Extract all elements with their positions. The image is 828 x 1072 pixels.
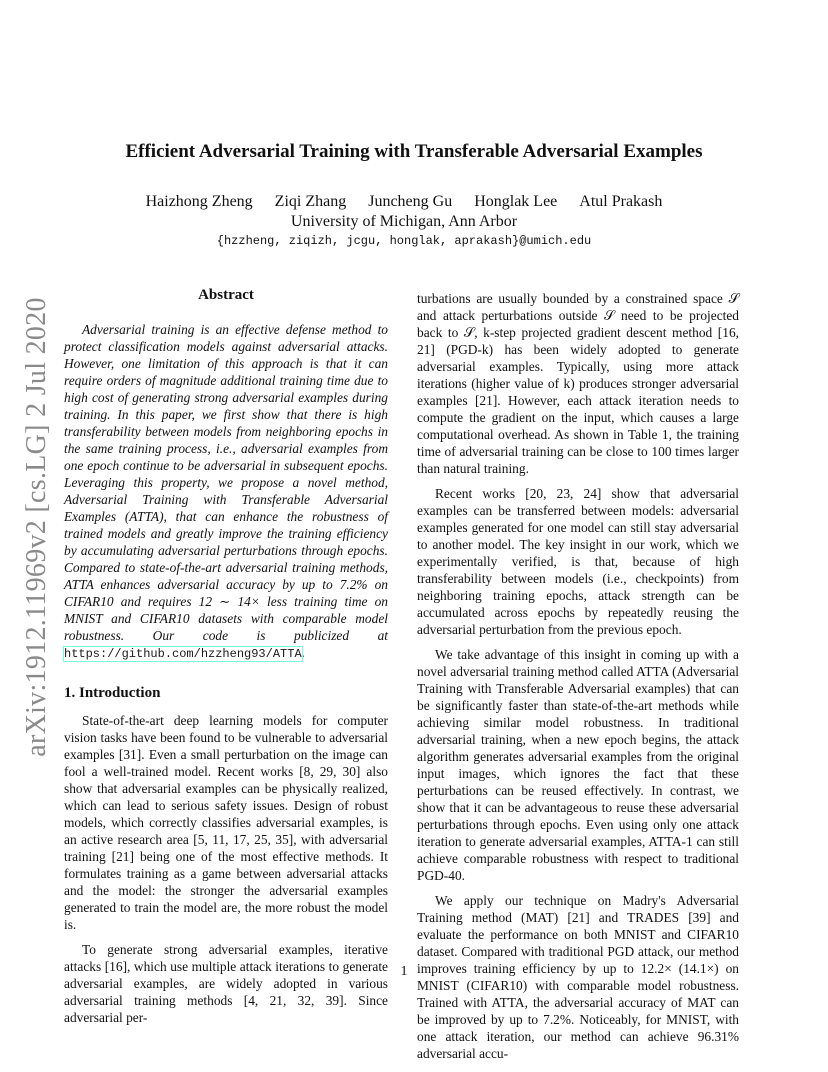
body-paragraph-2: Recent works [20, 23, 24] show that adversarial examples can be transferred between models: adversarial examples generated for one model can still stay adversarial to another model. The key insight in our work, which we experimentally verified, is that, because of high transferability between models (i.e., checkpoints) from neighboring training epochs, attack strength can be accumulated across epochs by repeatedly reusing the adversarial perturbation from the previous epoch. <box>417 486 739 637</box>
abstract-end: . <box>301 645 305 660</box>
author-name: Honglak Lee <box>474 193 558 210</box>
affiliation: University of Michigan, Ann Arbor <box>290 213 518 230</box>
intro-paragraph-2: To generate strong adversarial examples, iterative attacks [16], which use multiple attack iterations to generate adversarial examples, are widely adopted in various adversarial training methods [4, 21, 32, 39]. Since adversarial per- <box>64 942 388 1025</box>
page-number: 1 <box>400 964 408 979</box>
abstract-heading: Abstract <box>198 287 254 303</box>
paper-title: Efficient Adversarial Training with Transferable Adversarial Examples <box>125 141 703 162</box>
author-name: Atul Prakash <box>579 193 663 210</box>
intro-paragraph-1: State-of-the-art deep learning models for computer vision tasks have been found to be vulnerable to adversarial examples [31]. Even a small perturbation on the image can fool a well-trained model. Recent works [8, 29, 30] also show that adversarial examples can be physically realized, which can lead to serious safety issues. Design of robust models, which correctly classifies adversarial examples, is an active research area [5, 11, 17, 25, 35], with adversarial training [21] being one of the most effective methods. It formulates training as a game between adversarial attacks and the model: the stronger the adversarial examples generated to train the model are, the more robust the model is. <box>64 713 388 932</box>
body-paragraph-1: turbations are usually bounded by a constrained space 𝒮 and attack perturbations outside 𝒮 need to be projected back to 𝒮, k-step projected gradient descent method [16, 21] (PGD-k) has been widely adopted to generate adversarial examples. Typically, using more attack iterations (higher value of k) produces stronger adversarial examples [21]. However, each attack iteration needs to compute the gradient on the input, which causes a large computational overhead. As shown in Table 1, the training time of adversarial training can be close to 100 times larger than natural training. <box>417 291 739 476</box>
body-paragraph-3: We take advantage of this insight in coming up with a novel adversarial training method called ATTA (Adversarial Training with Transferable Adversarial examples) that can be significantly faster than state-of-the-art methods while achieving similar model robustness. In traditional adversarial training, when a new epoch begins, the attack algorithm generates adversarial examples from the original input images, which ignores the fact that these perturbations can be reused effectively. In contrast, we show that it can be advantageous to reuse these adversarial perturbations through epochs. Even using only one attack iteration to generate adversarial examples, ATTA-1 can still achieve comparable robustness with respect to traditional PGD-40. <box>417 647 739 883</box>
code-url-link[interactable]: https://github.com/hzzheng93/ATTA <box>64 647 302 661</box>
abstract-body: Adversarial training is an effective defense method to protect classification models against adversarial attacks. However, one limitation of this approach is that it can require orders of magnitude additional training time due to high cost of generating strong adversarial examples during training. In this paper, we first show that there is high transferability between models from neighboring epochs in the same training process, i.e., adversarial examples from one epoch continue to be adversarial in subsequent epochs. Leveraging this property, we propose a novel method, Adversarial Training with Transferable Adversarial Examples (ATTA), that can enhance the robustness of trained models and greatly improve the training efficiency by accumulating adversarial perturbations through epochs. Compared to state-of-the-art adversarial training methods, ATTA enhances adversarial accuracy by up to 7.2% on CIFAR10 and requires 12 ∼ 14× less training time on MNIST and CIFAR10 datasets with comparable model robustness. Our code is publicized at <box>64 322 388 643</box>
author-name: Juncheng Gu <box>368 193 453 210</box>
author-name: Ziqi Zhang <box>274 193 347 210</box>
author-emails: {hzzheng, ziqizh, jcgu, honglak, aprakash}@umich.edu <box>216 234 592 248</box>
right-column <box>417 290 739 1070</box>
abstract-text <box>64 321 388 663</box>
author-list <box>0 193 808 211</box>
author-name: Haizhong Zheng <box>145 193 253 210</box>
body-paragraph-4: We apply our technique on Madry's Adversarial Training method (MAT) [21] and TRADES [39] and evaluate the performance on both MNIST and CIFAR10 dataset. Compared with traditional PGD attack, our method improves training efficiency by up to 12.2× (14.1×) on MNIST (CIFAR10) with comparable model robustness. Trained with ATTA, the adversarial accuracy of MAT can be improved by up to 7.2%. Noticeably, for MNIST, with one attack iteration, our method can achieve 96.31% adversarial accu- <box>417 893 739 1061</box>
left-column <box>64 287 388 1034</box>
section-heading-introduction: 1. Introduction <box>64 685 161 701</box>
arxiv-id: arXiv:1912.11969v2 [cs.LG] 2 Jul 2020 <box>21 297 53 757</box>
arxiv-sidebar-stamp <box>8 292 66 762</box>
